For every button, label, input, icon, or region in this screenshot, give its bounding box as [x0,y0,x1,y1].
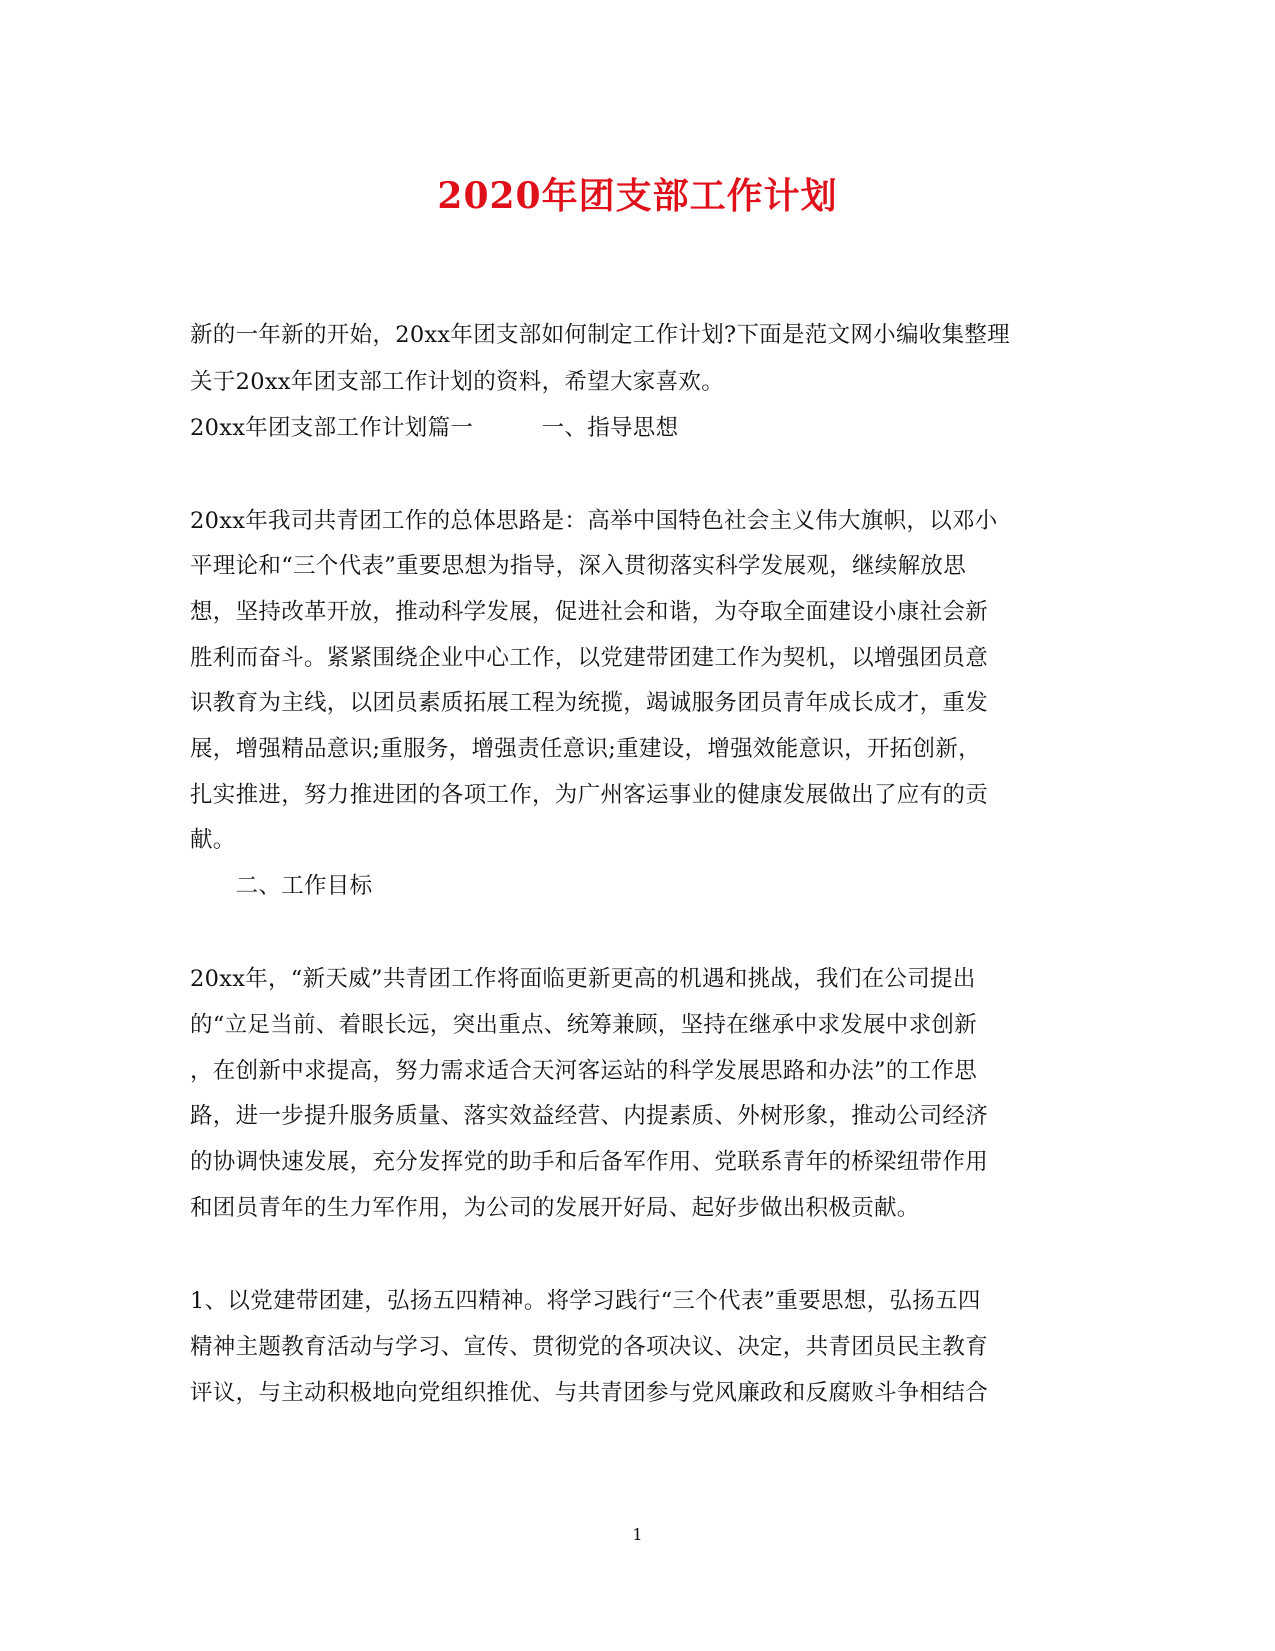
text-line: 20xx年，“新天威”共青团工作将面临更新更高的机遇和挑战，我们在公司提出 [190,966,976,992]
text-line: 和团员青年的生力军作用，为公司的发展开好局、起好步做出积极贡献。 [190,1195,920,1221]
text-line: 关于20xx年团支部工作计划的资料，希望大家喜欢。 [190,369,725,395]
text-line: 胜利而奋斗。紧紧围绕企业中心工作，以党建带团建工作为契机，以增强团员意 [190,645,989,671]
text-line: 的“立足当前、着眼长远，突出重点、统筹兼顾，坚持在继承中求发展中求创新 [190,1012,978,1038]
page-title: 2020年团支部工作计划 [437,175,838,217]
text-line: 平理论和“三个代表”重要思想为指导，深入贯彻落实科学发展观，继续解放思 [190,553,967,579]
text-line: 精神主题教育活动与学习、宣传、贯彻党的各项决议、决定，共青团员民主教育 [190,1334,989,1360]
section-heading-line: 20xx年团支部工作计划篇一 一、指导思想 [190,415,679,441]
text-line: ，在创新中求提高，努力需求适合天河客运站的科学发展思路和办法”的工作思 [190,1058,978,1084]
text-line: 20xx年我司共青团工作的总体思路是：高举中国特色社会主义伟大旗帜，以邓小 [190,508,998,534]
text-line: 展，增强精品意识;重服务，增强责任意识;重建设，增强效能意识，开拓创新， [190,736,981,762]
text-line: 扎实推进，努力推进团的各项工作，为广州客运事业的健康发展做出了应有的贡 [190,782,989,808]
section-heading-line: 二、工作目标 [190,873,373,899]
text-line: 新的一年新的开始，20xx年团支部如何制定工作计划?下面是范文网小编收集整理 [190,322,1010,348]
text-line: 识教育为主线，以团员素质拓展工程为统揽，竭诚服务团员青年成长成才，重发 [190,690,989,716]
text-line: 的协调快速发展，充分发挥党的助手和后备军作用、党联系青年的桥梁纽带作用 [190,1149,989,1175]
text-line: 评议，与主动积极地向党组织推优、与共青团参与党风廉政和反腐败斗争相结合 [190,1380,989,1406]
text-line: 想，坚持改革开放，推动科学发展，促进社会和谐，为夺取全面建设小康社会新 [190,599,989,625]
text-line: 1、以党建带团建，弘扬五四精神。将学习践行“三个代表”重要思想，弘扬五四 [190,1288,981,1314]
text-line: 献。 [190,827,236,853]
text-line: 路，进一步提升服务质量、落实效益经营、内提素质、外树形象，推动公司经济 [190,1103,989,1129]
page-number: 1 [632,1525,643,1544]
